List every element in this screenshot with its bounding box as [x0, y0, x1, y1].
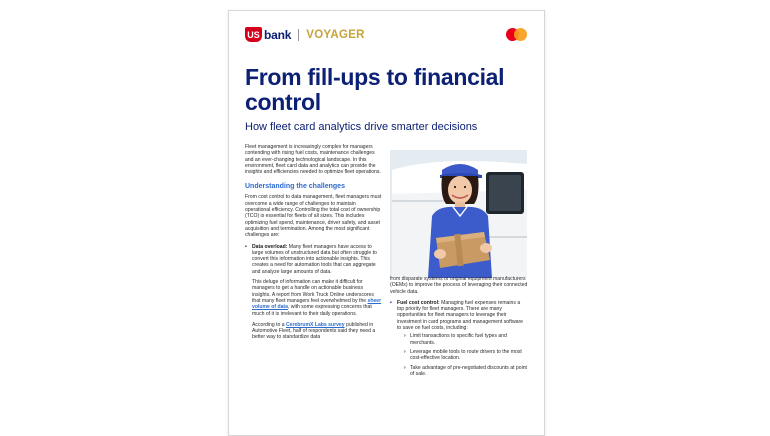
bullet-label: Data overload: [252, 243, 288, 250]
page-title: From fill-ups to financial control [245, 64, 505, 115]
usbank-logo [245, 27, 365, 42]
challenge-list [245, 244, 382, 275]
sub-list-item: › Leverage mobile tools to route drivers to the most cost-effective location. [404, 349, 528, 362]
sheer-volume-link[interactable]: sheer volume of data [252, 297, 382, 311]
section-intro: From cost control to data management, fleet managers must overcome a wide range of challenges to maintain operational efficiency. Controlling the total cost of ownership (TCO) is essential for fleets of all sizes. This includes optimizing fuel spend, maintenance, driver safety, and asset acquisition and termination. Among the most significant challenges are: [245, 194, 382, 239]
fuel-sub-list [397, 333, 528, 377]
left-column [245, 144, 382, 346]
sub-list-item: › Take advantage of pre-negotiated discounts at point of sale. [404, 365, 528, 378]
driver-photo [390, 150, 527, 278]
list-item [390, 300, 528, 377]
document-page [228, 10, 545, 436]
us-shield-icon: US [245, 27, 262, 42]
cerebrumx-survey-link[interactable]: CerebrumX Labs survey [285, 321, 345, 328]
brand-header [245, 27, 528, 43]
mastercard-logo-icon [506, 28, 528, 42]
bullet-text: Managing fuel expenses remains a top priority for fleet managers. There are many opportunities for fleet managers to leverage their investment in card programs and management software to save on fuel costs, including: [397, 299, 523, 332]
right-column [390, 276, 528, 381]
section-heading: Understanding the challenges [245, 183, 345, 191]
bullet-text: Many fleet managers have access to large volumes of unstructured data but often struggle to convert this information into actionable insights. This creates a need for automation tools that can aggregate and analyze large amounts of data. [252, 243, 377, 275]
intro-paragraph: Fleet management is increasingly complex for managers contending with rising fuel costs, maintenance challenges and an ever-changing technological landscape. In this environment, fleet card data and analytics can provide the insights and efficiencies needed to optimize fleet operations. [245, 144, 381, 176]
bank-wordmark: bank [264, 27, 292, 42]
deluge-paragraph: This deluge of information can make it difficult for managers to get a handle on actionable business insights. A report from Work Truck Online underscores that many fleet managers feel overwhelmed by the sheer volume of data, with some expressing concerns that much of it is irrelevant to their daily operations. [252, 279, 382, 317]
delivery-driver-illustration [390, 150, 527, 278]
bullet-label: Fuel cost control: [397, 299, 440, 306]
fuel-list [390, 300, 528, 377]
survey-paragraph: According to a CerebrumX Labs survey published in Automotive Fleet, half of respondents said they need a better way to standardize data [252, 321, 376, 341]
voyager-wordmark: VOYAGER [306, 28, 365, 41]
list-item [245, 244, 382, 275]
logo-divider [298, 29, 299, 41]
sub-list-item: › Limit transactions to specific fuel types and merchants. [404, 333, 528, 346]
continued-paragraph: from disparate systems or original equipment manufacturers (OEMs) to improve the process of leveraging their connected vehicle data. [390, 276, 528, 295]
page-subtitle: How fleet card analytics drive smarter decisions [245, 121, 478, 133]
